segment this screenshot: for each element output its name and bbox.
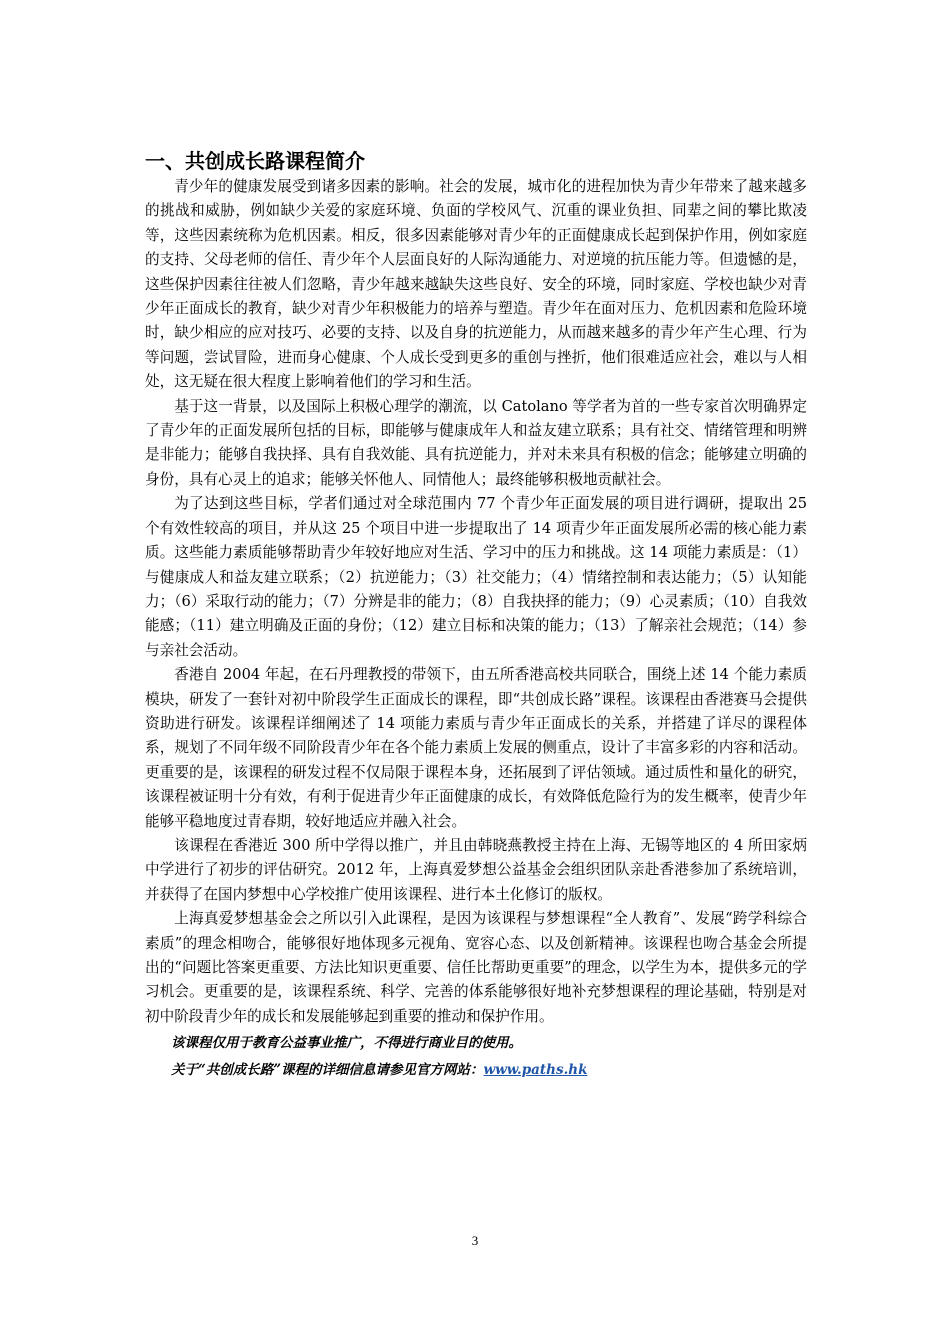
more-info-text: 关于“共创成长路”课程的详细信息请参见官方网站： xyxy=(171,1062,484,1079)
paragraph-core-competencies: 为了达到这些目标，学者们通过对全球范围内 77 个青少年正面发展的项目进行调研，提取出 25 个有效性较高的项目，并从这 25 个项目中进一步提取出了 14 项青少年正面发展所必需的核心能力素质。这些能力素质能够帮助青少年较好地应对生活、学习中的压力和挑战。这 14 项能力素质是：（1）与健康成人和益友建立联系；（2）抗逆能力；（3）社交能力；（4）情绪控制和表达能力；（5）认知能力；（6）采取行动的能力；（7）分辨是非的能力；（8）自我抉择的能力；（9）心灵素质；（10）自我效能感；（11）建立明确及正面的身份；（12）建立目标和决策的能力；（13）了解亲社会规范；（14）参与亲社会活动。 xyxy=(145,495,807,659)
more-info-note xyxy=(171,1058,807,1083)
paragraph-risk-factors: 青少年的健康发展受到诸多因素的影响。社会的发展，城市化的进程加快为青少年带来了越来越多的挑战和威胁，例如缺少关爱的家庭环境、负面的学校风气、沉重的课业负担、同辈之间的攀比欺凌等，这些因素统称为危机因素。相反，很多因素能够对青少年的正面健康成长起到保护作用，例如家庭的支持、父母老师的信任、青少年个人层面良好的人际沟通能力、对逆境的抗压能力等。但遗憾的是，这些保护因素往往被人们忽略，青少年越来越缺失这些良好、安全的环境，同时家庭、学校也缺少对青少年正面成长的教育，缺少对青少年积极能力的培养与塑造。青少年在面对压力、危机因素和危险环境时，缺少相应的应对技巧、必要的支持、以及自身的抗逆能力，从而越来越多的青少年产生心理、行为等问题，尝试冒险，进而身心健康、个人成长受到更多的重创与挫折，他们很难适应社会，难以与人相处，这无疑在很大程度上影响着他们的学习和生活。 xyxy=(145,178,807,391)
page-number: 3 xyxy=(471,1233,479,1248)
usage-note: 该课程仅用于教育公益事业推广，不得进行商业目的使用。 xyxy=(171,1035,522,1052)
paragraph-background: 基于这一背景，以及国际上积极心理学的潮流，以 Catolano 等学者为首的一些专家首次明确界定了青少年的正面发展所包括的目标，即能够与健康成年人和益友建立联系；具有社交、情绪管理和明辨是非能力；能够自我抉择、具有自我效能、具有抗逆能力，并对未来具有积极的信念；能够建立明确的身份，具有心灵上的追求；能够关怀他人、同情他人；最终能够积极地贡献社会。 xyxy=(145,397,807,488)
paragraph-hong-kong-course: 香港自 2004 年起，在石丹理教授的带领下，由五所香港高校共同联合，围绕上述 14 个能力素质模块，研发了一套针对初中阶段学生正面成长的课程，即“共创成长路”课程。该课程由香港赛马会提供资助进行研发。该课程详细阐述了 14 项能力素质与青少年正面成长的关系，并搭建了详尽的课程体系，规划了不同年级不同阶段青少年在各个能力素质上发展的侧重点，设计了丰富多彩的内容和活动。更重要的是，该课程的研发过程不仅局限于课程本身，还拓展到了评估领域。通过质性和量化的研究，该课程被证明十分有效，有利于促进青少年正面健康的成长，有效降低危险行为的发生概率，使青少年能够平稳地度过青春期，较好地适应并融入社会。 xyxy=(145,666,807,830)
document-page xyxy=(145,146,807,1083)
website-link[interactable]: www.paths.hk xyxy=(483,1062,588,1079)
section-title: 一、共创成长路课程简介 xyxy=(145,149,365,173)
paragraph-promotion: 该课程在香港近 300 所中学得以推广，并且由韩晓燕教授主持在上海、无锡等地区的 4 所田家炳中学进行了初步的评估研究。2012 年，上海真爱梦想公益基金会组织团队亲赴香港参加了系统培训，并获得了在国内梦想中心学校推广使用该课程、进行本土化修订的版权。 xyxy=(145,836,807,903)
paragraph-foundation-reason: 上海真爱梦想基金会之所以引入此课程，是因为该课程与梦想课程“全人教育”、发展“跨学科综合素质”的理念相吻合，能够很好地体现多元视角、宽容心态、以及创新精神。该课程也吻合基金会所提出的“问题比答案更重要、方法比知识更重要、信任比帮助更重要”的理念，以学生为本，提供多元的学习机会。更重要的是，该课程系统、科学、完善的体系能够很好地补充梦想课程的理论基础，特别是对初中阶段青少年的成长和发展能够起到重要的推动和保护作用。 xyxy=(145,910,807,1025)
